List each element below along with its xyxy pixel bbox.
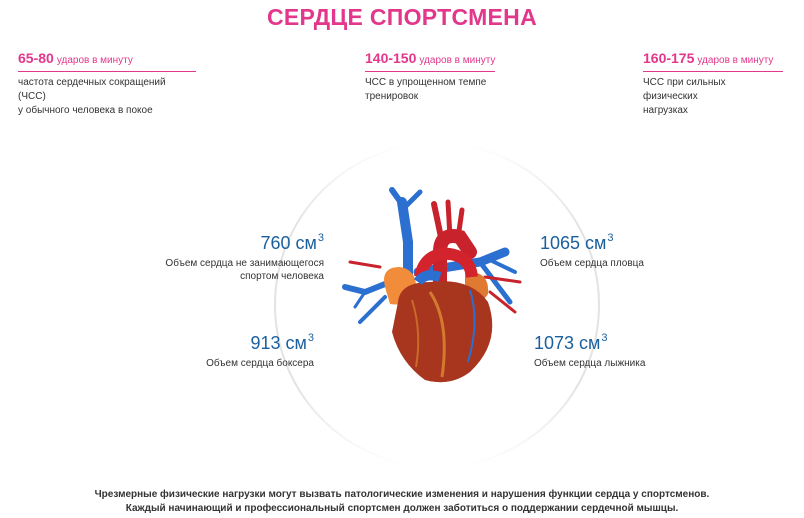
stat-heavy-head [643,50,783,71]
stat-training-value: 140-150 [365,50,417,66]
stat-heavy-divider [643,71,783,72]
volume-swimmer [540,232,680,270]
volume-skier-sup: 3 [601,332,608,344]
volume-skier-number: 1073 см [534,333,601,353]
stat-heavy-unit: ударов в минуту [697,55,774,66]
volume-skier-label: Объем сердца лыжника [534,358,646,369]
volume-boxer-number: 913 см [250,333,307,353]
volume-boxer [170,332,314,370]
stat-rest-divider [18,71,196,72]
stat-rest-desc [18,76,196,118]
heart-illustration [330,182,530,392]
stat-training-desc-line2: тренировок [365,91,419,102]
stat-rest-head [18,50,196,71]
page-title: СЕРДЦЕ СПОРТСМЕНА [266,4,537,30]
stat-training [365,50,495,104]
volume-untrained-label-line2: спортом человека [240,271,324,282]
volume-boxer-sup: 3 [307,332,314,344]
pulmonary-trunk [418,275,440,282]
stat-rest-desc-line1: частота сердечных сокращений (ЧСС) [18,77,166,102]
footer-note [0,488,804,516]
stat-heavy [643,50,783,118]
stat-rest-value: 65-80 [18,50,54,66]
stat-heavy-desc [643,76,783,118]
volume-swimmer-sup: 3 [607,232,614,244]
stat-heavy-desc-line1: ЧСС при сильных физических [643,77,726,102]
volume-boxer-value [170,332,314,354]
volume-untrained-label [150,257,324,283]
volume-swimmer-number: 1065 см [540,233,607,253]
stat-training-unit: ударов в минуту [419,55,496,66]
volume-untrained-label-line1: Объем сердца не занимающегося [165,258,324,269]
volume-boxer-label: Объем сердца боксера [206,358,314,369]
footer-line1: Чрезмерные физические нагрузки могут вызвать патологические изменения и нарушения функции сердца у спортсменов. [94,489,710,500]
volume-swimmer-label: Объем сердца пловца [540,258,644,269]
volume-swimmer-value [540,232,680,254]
stat-heavy-value: 160-175 [643,50,695,66]
volume-skier [534,332,674,370]
stat-training-head [365,50,495,71]
volume-untrained-number: 760 см [260,233,317,253]
stat-rest-desc-line2: у обычного человека в покое [18,105,153,116]
stat-training-desc-line1: ЧСС в упрощенном темпе [365,77,487,88]
stat-rest-unit: ударов в минуту [56,55,133,66]
volume-untrained-sup: 3 [317,232,324,244]
stat-heavy-desc-line2: нагрузках [643,105,688,116]
volume-untrained [150,232,324,283]
volume-skier-value [534,332,674,354]
stat-training-desc [365,76,495,104]
stat-rest [18,50,196,118]
stat-training-divider [365,71,495,72]
volume-untrained-value [150,232,324,254]
footer-line2: Каждый начинающий и профессиональный спортсмен должен заботиться о поддержании сердечной мышцы. [125,503,679,514]
